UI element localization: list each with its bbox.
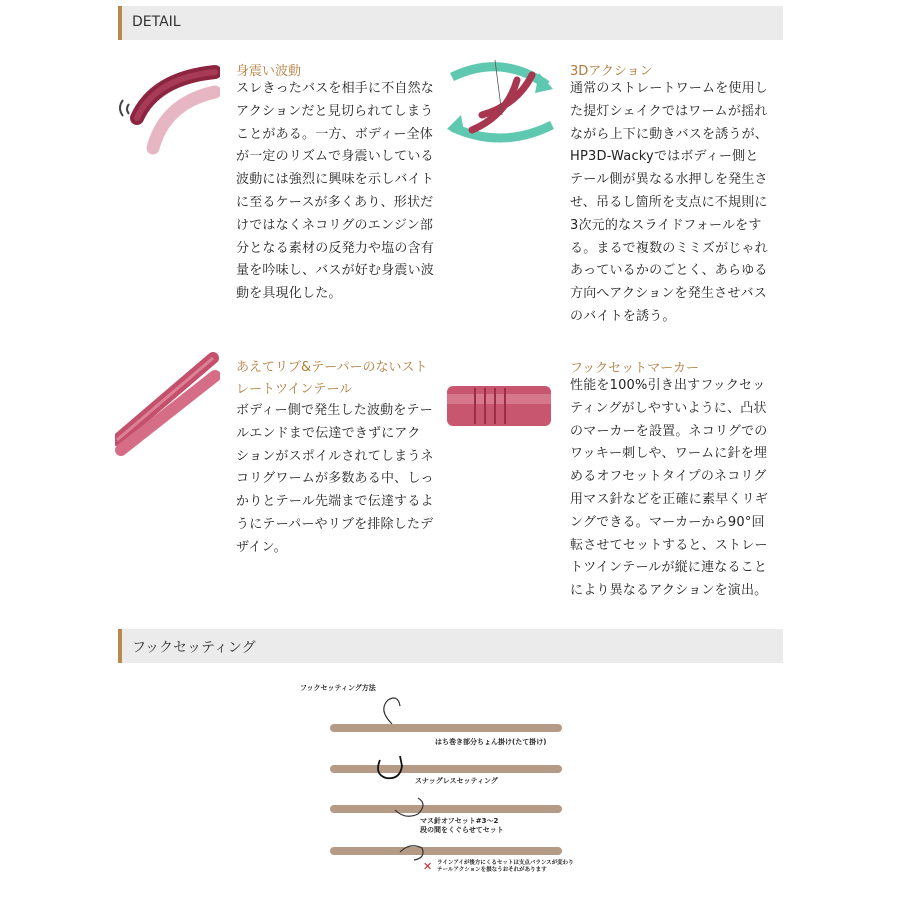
detail-section-header: [118, 6, 783, 40]
rig-label-ng-warning: ラインアイが後方にくるセットは支点バランスが変わり テールアクションを損なうおそれがあります: [437, 860, 574, 873]
item-text-shaking-wave: スレきったバスを相手に不自然な アクションだと見切られてしまう ことがある。一方、ボディー全体 が一定のリズムで身震いしている 波動には強烈に興味を示しバイト に至るケースが多くあり、形状だ けではなくネコリグのエンジン部 分となる素材の反発力や塩の含有 量を吟味し、バスが好む身震い波 動を具現化した。: [236, 81, 435, 302]
item-text-twin-tail: ボディー側で発生した波動をテー ルエンドまで伝達できずにアク ションがスポイルされてしまうネ コリグワームが多数ある中、しっ かりとテール先端まで伝達するよ うにテーパーやリブを排除したデ ザイン。: [236, 403, 434, 555]
hook-set-marker-illustration: [447, 380, 552, 436]
shaking-worm-illustration: [115, 58, 220, 158]
rig-label-offset: マス針オフセット#3～2 段の間をくぐらせてセット: [420, 817, 504, 834]
hook-setting-section-title: フックセッティング: [132, 640, 256, 656]
diagram-title: フックセッティング方法: [300, 684, 376, 692]
rig-label-wacky: はち巻き部分ちょん掛け(たて掛け): [435, 738, 547, 746]
item-text-hook-marker: 性能を100%引き出すフックセッ ティングがしやすいように、凸状 のマーカーを設置。ネコリグでの ワッキー刺しや、ワームに針を埋 めるオフセットタイプのネコリグ 用マス針などを正確に素早くリギ ングできる。マーカーから90°回 転させてセットすると、ストレー トツインテールが縦に連なること により異なるアクションを演出。: [570, 378, 769, 599]
ng-mark-icon: ✕: [423, 860, 433, 873]
twin-tail-illustration: [115, 350, 220, 460]
item-title-3d-action: 3Dアクション: [570, 64, 653, 79]
item-title-twin-tail: あえてリブ&テーパーのないスト レートツインテール: [236, 360, 428, 397]
item-text-3d-action: 通常のストレートワームを使用し た提灯シェイクではワームが揺れ ながら上下に動きバスを誘うが、 HP3D-Wackyではボディー側と テール側が異なる水押しを発生さ せ、吊るし箇所を支点に不規則に 3次元的なスライドフォールをす る。まるで複数のミミズがじゃれ あっているかのごとく、あらゆる 方向へアクションを発生させバス のバイトを誘う。: [570, 81, 769, 324]
detail-section-title: DETAIL: [132, 14, 181, 30]
hook-setting-section-header: [118, 629, 783, 663]
hook-setting-diagram: [300, 680, 590, 880]
3d-action-illustration: [447, 55, 557, 155]
rig-label-snagless: スナッグレスセッティング: [415, 777, 498, 785]
item-title-shaking-wave: 身震い波動: [236, 64, 302, 79]
item-title-hook-marker: フックセットマーカー: [570, 361, 699, 376]
